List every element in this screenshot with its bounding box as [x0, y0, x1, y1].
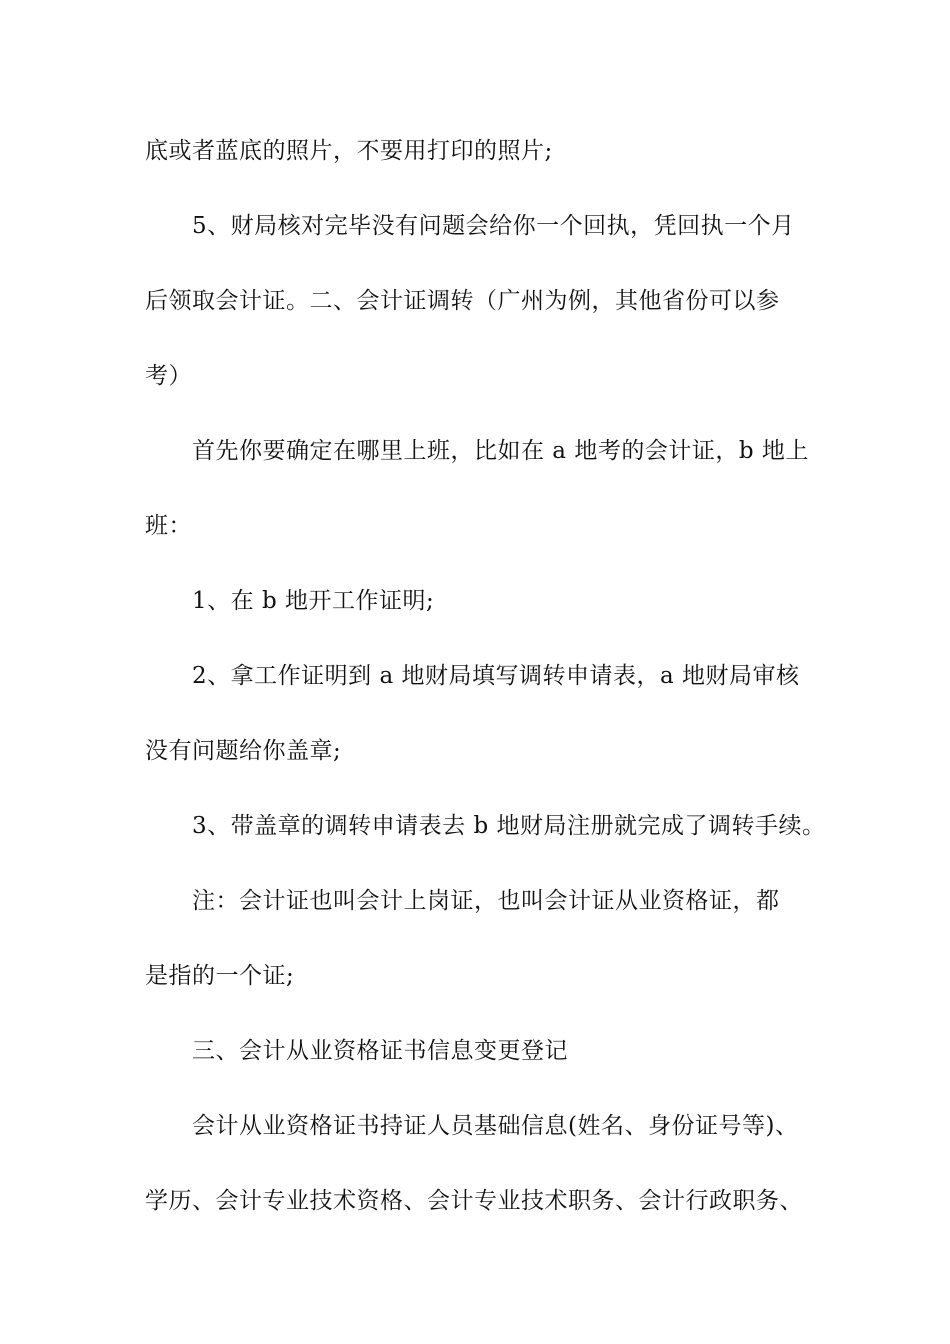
text-line-10: 3、带盖章的调转申请表去 b 地财局注册就完成了调转手续。 [192, 813, 826, 839]
text-line-11: 注：会计证也叫会计上岗证，也叫会计证从业资格证，都 [192, 888, 780, 914]
text-line-5: 首先你要确定在哪里上班，比如在 a 地考的会计证，b 地上 [192, 438, 809, 464]
text-line-2: 5、财局核对完毕没有问题会给你一个回执，凭回执一个月 [192, 213, 795, 239]
text-line-7: 1、在 b 地开工作证明; [192, 588, 435, 614]
text-line-8: 2、拿工作证明到 a 地财局填写调转申请表，a 地财局审核 [192, 663, 800, 689]
text-line-6: 班： [145, 513, 192, 539]
text-line-14: 会计从业资格证书持证人员基础信息(姓名、身份证号等)、 [192, 1113, 799, 1139]
text-line-12: 是指的一个证; [145, 963, 295, 989]
text-line-13: 三、会计从业资格证书信息变更登记 [192, 1038, 568, 1064]
text-line-4: 考） [145, 363, 192, 389]
text-line-1: 底或者蓝底的照片，不要用打印的照片; [145, 138, 553, 164]
text-line-15: 学历、会计专业技术资格、会计专业技术职务、会计行政职务、 [145, 1188, 803, 1214]
text-line-3: 后领取会计证。二、会计证调转（广州为例，其他省份可以参 [145, 288, 780, 314]
text-line-9: 没有问题给你盖章; [145, 738, 342, 764]
